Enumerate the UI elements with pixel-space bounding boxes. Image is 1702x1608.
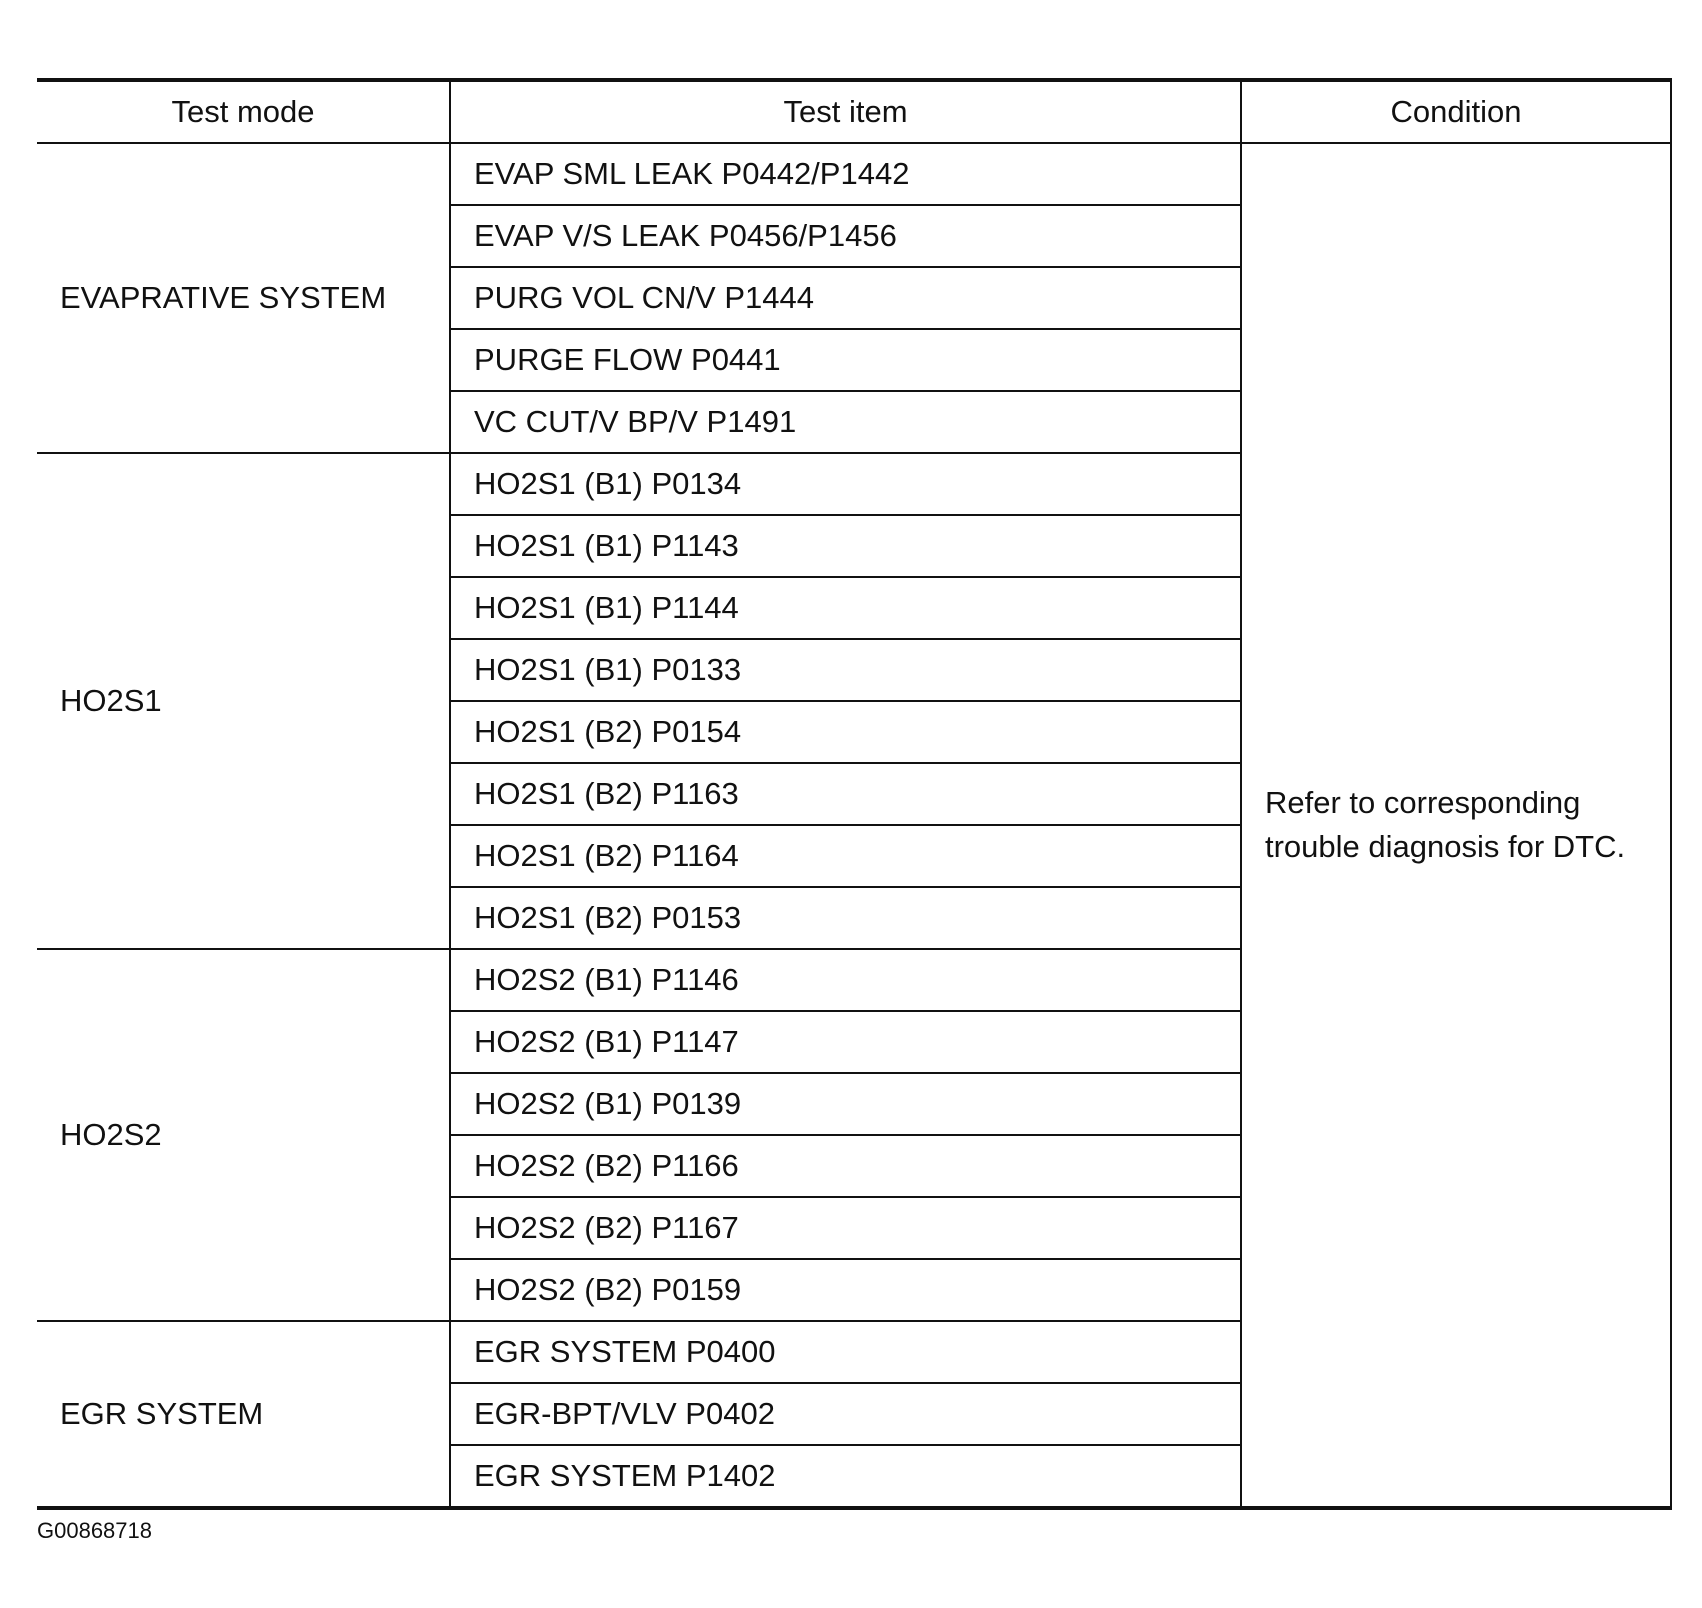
figure-id: G00868718 — [37, 1518, 152, 1543]
test-item-cell: HO2S1 (B1) P0134 — [450, 453, 1241, 515]
test-item-cell: HO2S1 (B2) P1164 — [450, 825, 1241, 887]
test-item-cell: EGR SYSTEM P0400 — [450, 1321, 1241, 1383]
test-item-cell: HO2S2 (B1) P0139 — [450, 1073, 1241, 1135]
header-condition: Condition — [1241, 80, 1671, 143]
test-item-cell: EVAP V/S LEAK P0456/P1456 — [450, 205, 1241, 267]
test-item-cell: EGR-BPT/VLV P0402 — [450, 1383, 1241, 1445]
test-item-cell: VC CUT/V BP/V P1491 — [450, 391, 1241, 453]
test-mode-cell: EGR SYSTEM — [37, 1321, 450, 1508]
table-body — [37, 143, 1671, 1508]
test-item-cell: HO2S1 (B1) P1143 — [450, 515, 1241, 577]
test-mode-cell: HO2S1 — [37, 453, 450, 949]
test-mode-cell: EVAPRATIVE SYSTEM — [37, 143, 450, 453]
test-item-cell: PURGE FLOW P0441 — [450, 329, 1241, 391]
test-item-cell: HO2S2 (B1) P1147 — [450, 1011, 1241, 1073]
table-row — [37, 143, 1671, 205]
dtc-test-table — [37, 78, 1672, 1510]
test-mode-cell: HO2S2 — [37, 949, 450, 1321]
test-item-cell: HO2S2 (B2) P0159 — [450, 1259, 1241, 1321]
test-item-cell: HO2S1 (B1) P0133 — [450, 639, 1241, 701]
test-item-cell: PURG VOL CN/V P1444 — [450, 267, 1241, 329]
condition-cell: Refer to corresponding trouble diagnosis for DTC. — [1241, 143, 1671, 1508]
test-item-cell: HO2S2 (B2) P1167 — [450, 1197, 1241, 1259]
test-item-cell: EGR SYSTEM P1402 — [450, 1445, 1241, 1508]
test-item-cell: HO2S2 (B2) P1166 — [450, 1135, 1241, 1197]
test-item-cell: EVAP SML LEAK P0442/P1442 — [450, 143, 1241, 205]
header-row — [37, 80, 1671, 143]
table-header — [37, 80, 1671, 143]
header-test-item: Test item — [450, 80, 1241, 143]
header-test-mode: Test mode — [37, 80, 450, 143]
test-item-cell: HO2S1 (B2) P0154 — [450, 701, 1241, 763]
test-item-cell: HO2S1 (B1) P1144 — [450, 577, 1241, 639]
test-item-cell: HO2S1 (B2) P1163 — [450, 763, 1241, 825]
test-item-cell: HO2S1 (B2) P0153 — [450, 887, 1241, 949]
test-item-cell: HO2S2 (B1) P1146 — [450, 949, 1241, 1011]
